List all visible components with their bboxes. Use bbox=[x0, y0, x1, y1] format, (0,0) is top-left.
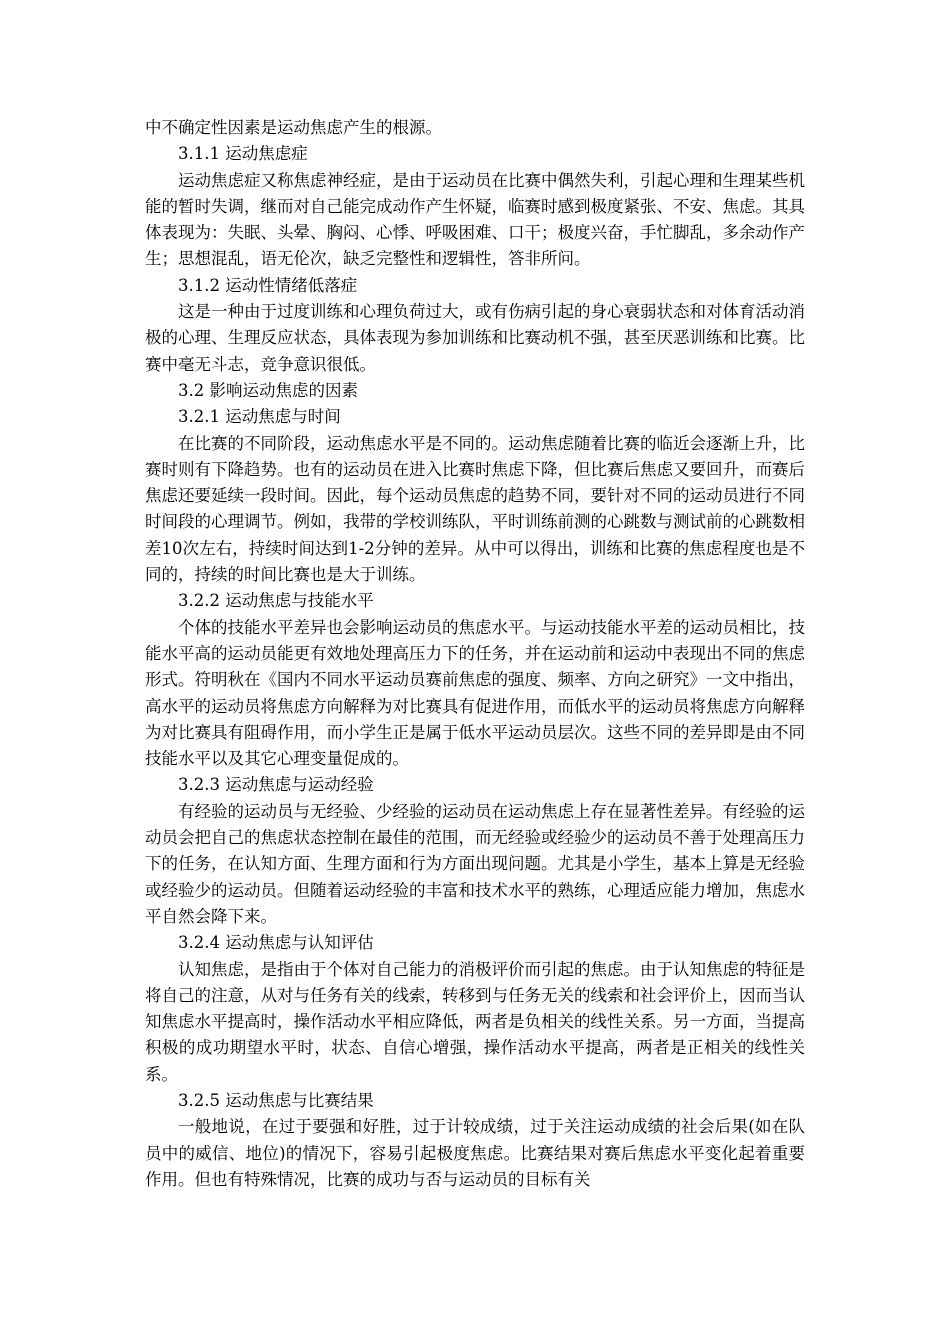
paragraph-experience: 有经验的运动员与无经验、少经验的运动员在运动焦虑上存在显著性差异。有经验的运动员会把自己的焦虑状态控制在最佳的范围，而无经验或经验少的运动员不善于处理高压力下的任务，在认知方面、生理方面和行为方面出现问题。尤其是小学生，基本上算是无经验或经验少的运动员。但随着运动经验的丰富和技术水平的熟练，心理适应能力增加，焦虑水平自然会降下来。 bbox=[145, 801, 805, 926]
paragraph-continuation: 中不确定性因素是运动焦虑产生的根源。 bbox=[145, 118, 442, 137]
document-page bbox=[145, 115, 805, 1193]
section-heading-3-1-1: 3.1.1 运动焦虑症 bbox=[178, 144, 308, 164]
section-heading-3-2-1: 3.2.1 运动焦虑与时间 bbox=[178, 407, 341, 427]
section-heading-3-2-4: 3.2.4 运动焦虑与认知评估 bbox=[178, 933, 374, 953]
paragraph-anxiety-disorder: 运动焦虑症又称焦虑神经症，是由于运动员在比赛中偶然失利，引起心理和生理某些机能的暂时失调，继而对自己能完成动作产生怀疑，临赛时感到极度紧张、不安、焦虑。其具体表现为：失眠、头晕、胸闷、心悸、呼吸困难、口干；极度兴奋，手忙脚乱，多余动作产生；思想混乱，语无伦次，缺乏完整性和逻辑性，答非所问。 bbox=[145, 170, 805, 269]
section-heading-3-2: 3.2 影响运动焦虑的因素 bbox=[178, 380, 358, 400]
paragraph-results: 一般地说，在过于要强和好胜，过于计较成绩，过于关注运动成绩的社会后果(如在队员中的威信、地位)的情况下，容易引起极度焦虑。比赛结果对赛后焦虑水平变化起着重要作用。但也有特殊情况，比赛的成功与否与运动员的目标有关 bbox=[145, 1117, 805, 1189]
section-heading-3-2-3: 3.2.3 运动焦虑与运动经验 bbox=[178, 775, 374, 795]
section-heading-3-2-2: 3.2.2 运动焦虑与技能水平 bbox=[178, 591, 374, 611]
paragraph-skill-level: 个体的技能水平差异也会影响运动员的焦虑水平。与运动技能水平差的运动员相比，技能水平高的运动员能更有效地处理高压力下的任务，并在运动前和运动中表现出不同的焦虑形式。符明秋在《国内不同水平运动员赛前焦虑的强度、频率、方向之研究》一文中指出，高水平的运动员将焦虑方向解释为对比赛具有促进作用，而低水平的运动员将焦虑方向解释为对比赛具有阻碍作用，而小学生正是属于低水平运动员层次。这些不同的差异即是由不同技能水平以及其它心理变量促成的。 bbox=[145, 617, 805, 769]
paragraph-anxiety-time: 在比赛的不同阶段，运动焦虑水平是不同的。运动焦虑随着比赛的临近会逐渐上升，比赛时则有下降趋势。也有的运动员在进入比赛时焦虑下降，但比赛后焦虑又要回升，而赛后焦虑还要延续一段时间。因此，每个运动员焦虑的趋势不同，要针对不同的运动员进行不同时间段的心理调节。例如，我带的学校训练队，平时训练前测的心跳数与测试前的心跳数相差10次左右，持续时间达到1-2分钟的差异。从中可以得出，训练和比赛的焦虑程度也是不同的，持续的时间比赛也是大于训练。 bbox=[145, 433, 805, 585]
section-heading-3-1-2: 3.1.2 运动性情绪低落症 bbox=[178, 275, 358, 295]
paragraph-cognitive: 认知焦虑，是指由于个体对自己能力的消极评价而引起的焦虑。由于认知焦虑的特征是将自己的注意，从对与任务有关的线索，转移到与任务无关的线索和社会评价上，因而当认知焦虑水平提高时，操作活动水平相应降低，两者是负相关的线性关系。另一方面，当提高积极的成功期望水平时，状态、自信心增强，操作活动水平提高，两者是正相关的线性关系。 bbox=[145, 959, 805, 1084]
section-heading-3-2-5: 3.2.5 运动焦虑与比赛结果 bbox=[178, 1090, 374, 1110]
paragraph-low-mood: 这是一种由于过度训练和心理负荷过大，或有伤病引起的身心衰弱状态和对体育活动消极的心理、生理反应状态，具体表现为参加训练和比赛动机不强，甚至厌恶训练和比赛。比赛中毫无斗志，竞争意识很低。 bbox=[145, 302, 805, 374]
